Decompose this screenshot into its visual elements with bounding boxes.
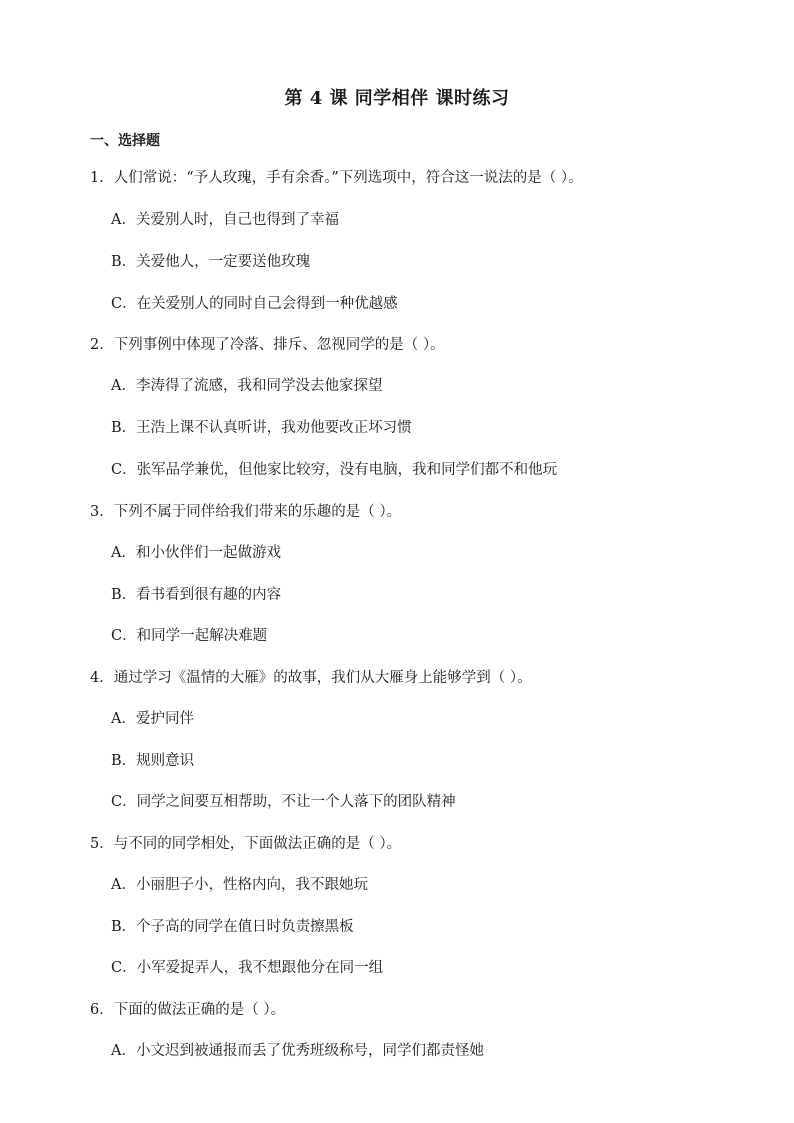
page-title: 第 4 课 同学相伴 课时练习: [284, 88, 510, 109]
question-5-option-b: B．个子高的同学在值日时负责擦黑板: [111, 919, 354, 935]
question-4-option-a: A．爱护同伴: [111, 711, 194, 727]
question-5-option-a: A．小丽胆子小，性格内向，我不跟她玩: [111, 877, 368, 893]
question-4-stem: 4．通过学习《温情的大雁》的故事，我们从大雁身上能够学到（ ）。: [90, 670, 532, 686]
question-1-option-a: A．关爱别人时，自己也得到了幸福: [111, 212, 339, 228]
section-heading: 一、选择题: [90, 133, 160, 149]
question-5-option-c: C．小军爱捉弄人，我不想跟他分在同一组: [111, 960, 384, 976]
question-3-option-c: C．和同学一起解决难题: [111, 628, 268, 644]
question-2-option-a: A．李涛得了流感，我和同学没去他家探望: [111, 378, 383, 394]
question-1-option-b: B．关爱他人，一定要送他玫瑰: [111, 254, 311, 270]
question-6-option-a: A．小文迟到被通报而丢了优秀班级称号，同学们都责怪她: [111, 1043, 484, 1059]
question-6-stem: 6．下面的做法正确的是（ ）。: [90, 1002, 286, 1018]
question-1-option-c: C．在关爱别人的同时自己会得到一种优越感: [111, 296, 398, 312]
question-4-option-c: C．同学之间要互相帮助，不让一个人落下的团队精神: [111, 794, 456, 810]
question-3-stem: 3．下列不属于同伴给我们带来的乐趣的是（ ）。: [90, 504, 402, 520]
question-2-option-b: B．王浩上课不认真听讲，我劝他要改正坏习惯: [111, 420, 412, 436]
question-2-stem: 2．下列事例中体现了冷落、排斥、忽视同学的是（ ）。: [90, 337, 445, 353]
question-2-option-c: C．张军品学兼优，但他家比较穷，没有电脑，我和同学们都不和他玩: [111, 462, 558, 478]
question-3-option-b: B．看书看到很有趣的内容: [111, 587, 282, 603]
question-1-stem: 1．人们常说：“予人玫瑰，手有余香。”下列选项中，符合这一说法的是（ ）。: [90, 170, 583, 186]
question-5-stem: 5．与不同的同学相处，下面做法正确的是（ ）。: [90, 836, 402, 852]
question-3-option-a: A．和小伙伴们一起做游戏: [111, 545, 281, 561]
question-4-option-b: B．规则意识: [111, 753, 195, 769]
